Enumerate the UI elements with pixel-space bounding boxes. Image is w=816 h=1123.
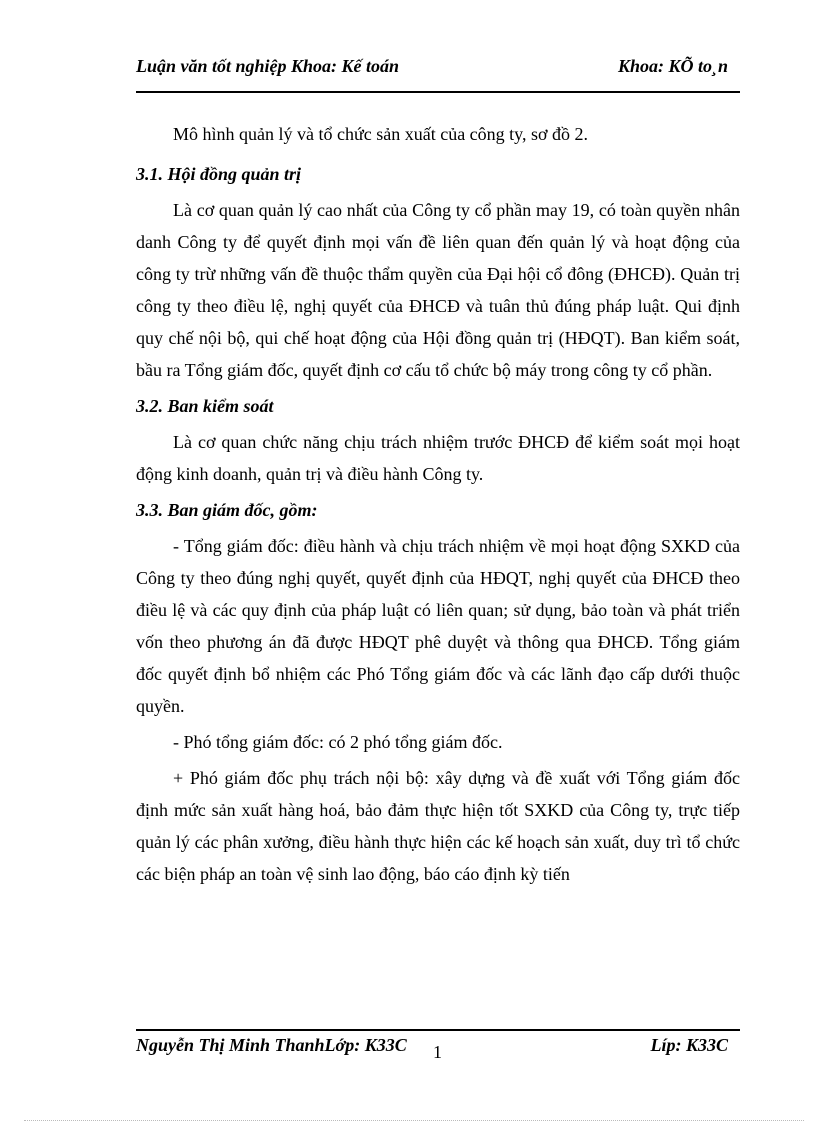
header-department: Khoa: KÕ to¸n <box>617 56 728 76</box>
page-number: 1 <box>433 1042 442 1062</box>
header-divider <box>136 91 740 93</box>
section-heading-3-3: 3.3. Ban giám đốc, gồm: <box>136 500 318 520</box>
page-header <box>136 56 740 82</box>
intro-paragraph: Mô hình quản lý và tổ chức sản xuất của công ty, sơ đồ 2. <box>173 124 589 144</box>
section-3-2-paragraph: Là cơ quan chức năng chịu trách nhiệm trước ĐHCĐ để kiểm soát mọi hoạt động kinh doanh, quản trị và điều hành Công ty. <box>136 432 740 484</box>
section-heading-3-1: 3.1. Hội đồng quản trị <box>136 164 302 184</box>
section-3-1-paragraph: Là cơ quan quản lý cao nhất của Công ty cổ phần may 19, có toàn quyền nhân danh Công ty để quyết định mọi vấn đề liên quan đến quản lý và hoạt động của công ty trừ những vấn đề thuộc thẩm quyền của Đại hội cổ đông (ĐHCĐ). Quản trị công ty theo điều lệ, nghị quyết của ĐHCĐ và tuân thủ đúng pháp luật. Qui định quy chế nội bộ, qui chế hoạt động của Hội đồng quản trị (HĐQT). Ban kiểm soát, bầu ra Tổng giám đốc, quyết định cơ cấu tổ chức bộ máy trong công ty cổ phần. <box>136 200 740 380</box>
footer-author: Nguyễn Thị Minh ThanhLớp: K33C <box>136 1035 407 1055</box>
section-3-3-paragraph-internal-deputy: + Phó giám đốc phụ trách nội bộ: xây dựng và đề xuất với Tổng giám đốc định mức sản xuất hàng hoá, bảo đảm thực hiện tốt SXKD của Công ty, trực tiếp quản lý các phân xưởng, điều hành thực hiện các kế hoạch sản xuất, duy trì tổ chức các biện pháp an toàn vệ sinh lao động, báo cáo định kỳ tiến <box>136 768 740 884</box>
page-boundary <box>24 1120 804 1121</box>
section-3-3-paragraph-ceo: - Tổng giám đốc: điều hành và chịu trách nhiệm về mọi hoạt động SXKD của Công ty theo đúng nghị quyết, quyết định của HĐQT, nghị quyết của ĐHCĐ theo điều lệ và các quy định của pháp luật có liên quan; sử dụng, bảo toàn và phát triển vốn theo phương án đã được HĐQT phê duyệt và thông qua ĐHCĐ. Tổng giám đốc quyết định bổ nhiệm các Phó Tổng giám đốc và các lãnh đạo cấp dưới thuộc quyền. <box>136 536 740 716</box>
footer-class: Líp: K33C <box>650 1035 728 1055</box>
section-3-3-paragraph-deputies: - Phó tổng giám đốc: có 2 phó tổng giám đốc. <box>173 732 503 752</box>
header-title: Luận văn tốt nghiệp Khoa: Kế toán <box>136 56 400 76</box>
section-heading-3-2: 3.2. Ban kiểm soát <box>136 396 274 416</box>
footer-divider <box>136 1029 740 1031</box>
document-body <box>136 118 740 890</box>
